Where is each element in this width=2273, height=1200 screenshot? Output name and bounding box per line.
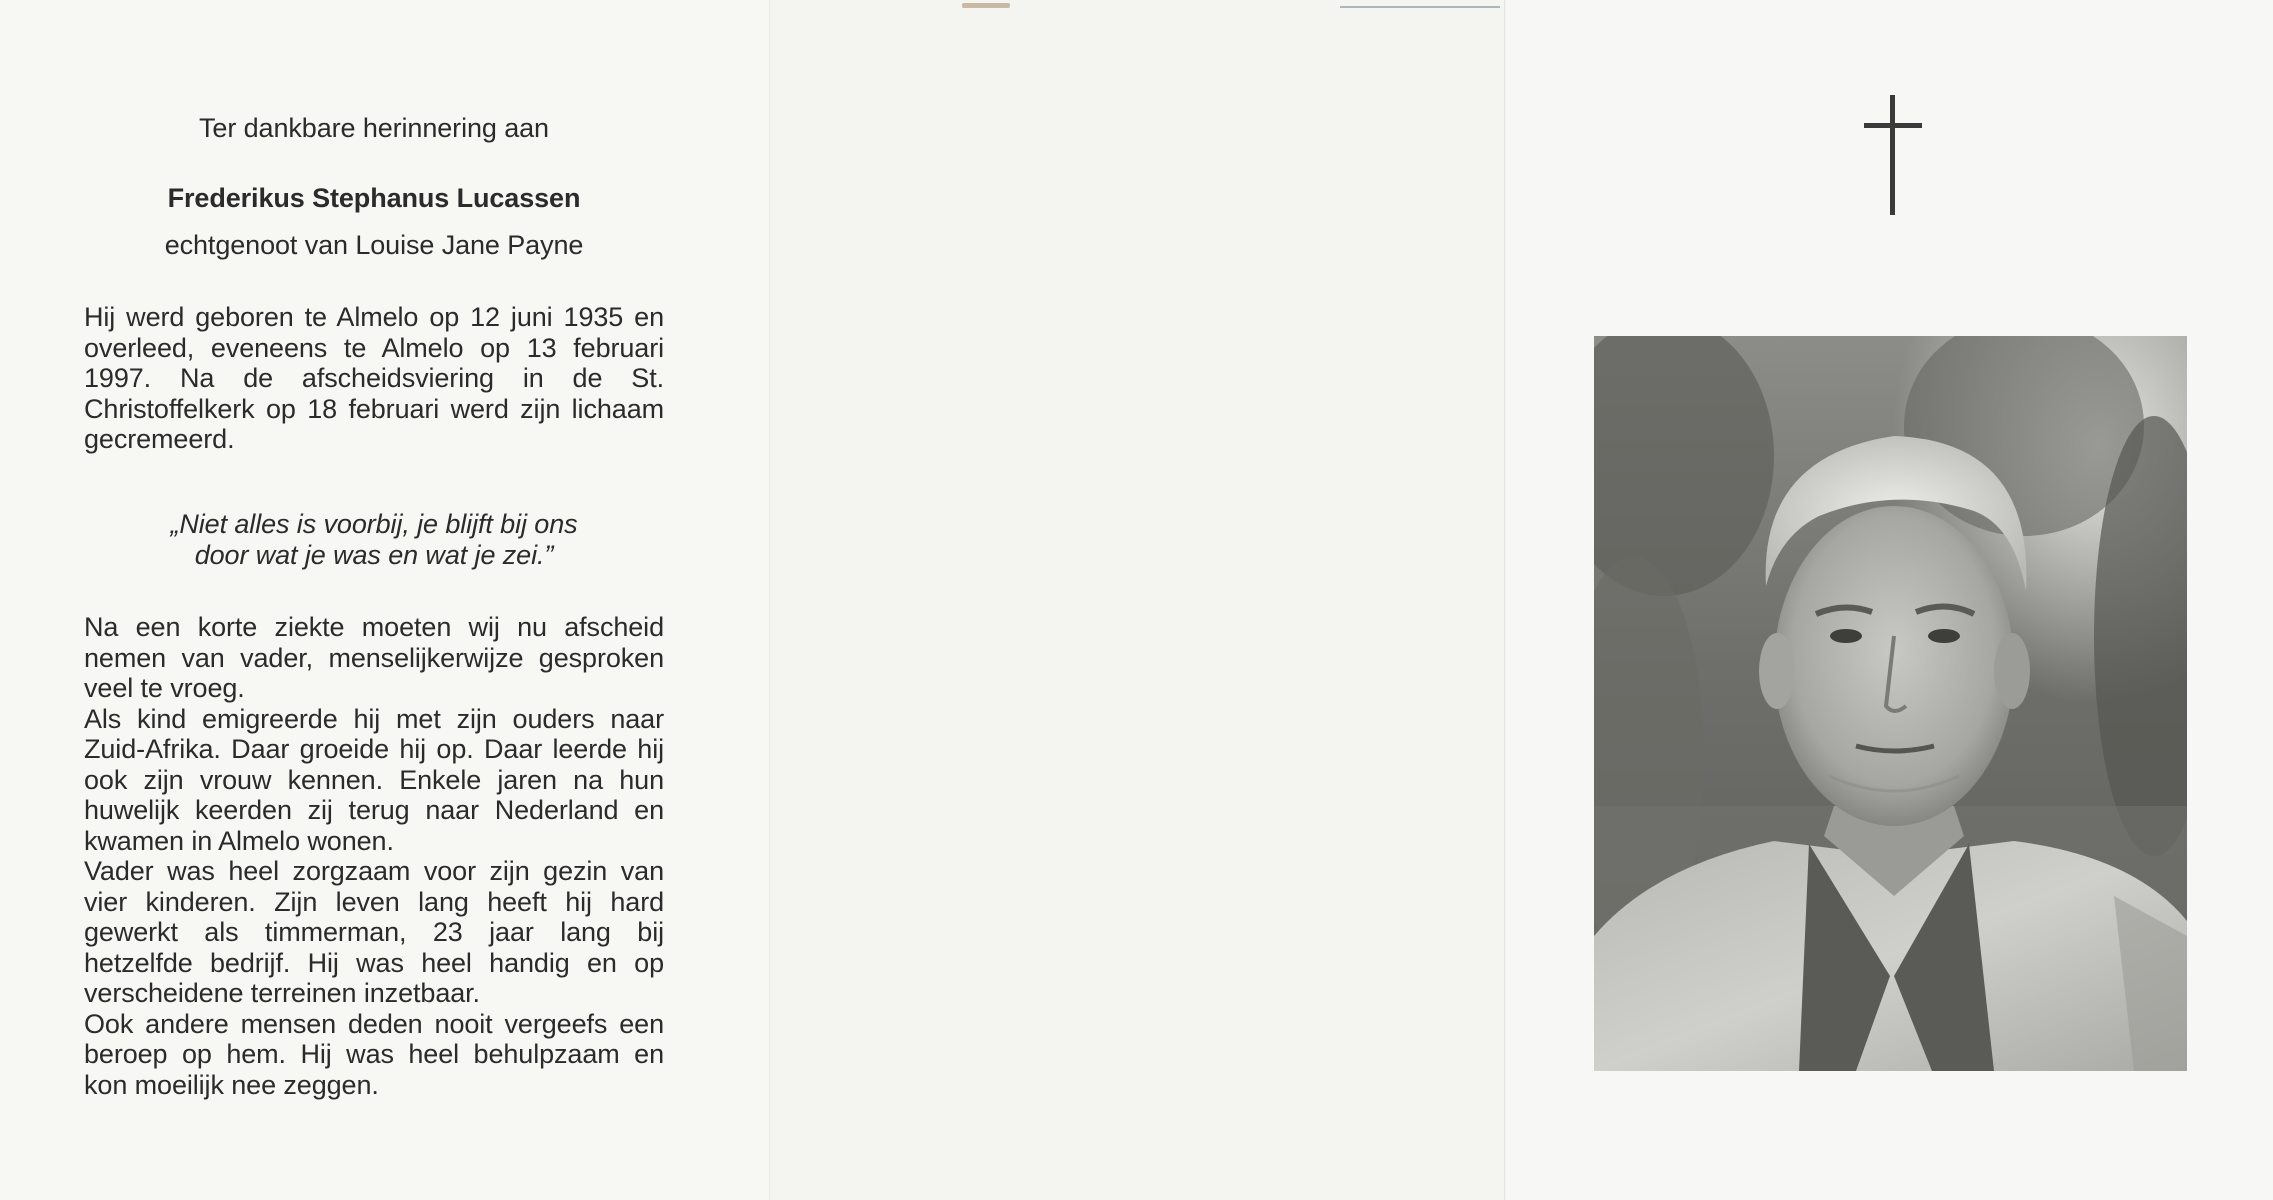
fold-line-left — [769, 0, 771, 1200]
cross-horizontal-bar — [1864, 123, 1922, 128]
memorial-quote — [84, 509, 664, 570]
story-left — [84, 612, 664, 1100]
fold-line-right — [1504, 0, 1506, 1200]
portrait-photo — [1594, 336, 2187, 1071]
story-paragraph-3: Vader was heel zorgzaam voor zijn gezin van vier kinderen. Zijn leven lang heeft hij hard gewerkt als timmerman, 23 jaar lang bij hetzelfde bedrijf. Hij was heel handig en op verscheidene terreinen inzetbaar. — [84, 856, 664, 1008]
birth-paragraph: Hij werd geboren te Almelo op 12 juni 1935 en overleed, eveneens te Almelo op 13 februari 1997. Na de afscheidsviering in de St. Christoffelkerk op 18 februari werd zijn lichaam gecremeerd. — [84, 302, 664, 454]
story-paragraph-1: Na een korte ziekte moeten wij nu afscheid nemen van vader, menselijkerwijze gesproken veel te vroeg. — [84, 612, 664, 703]
portrait-illustration — [1594, 336, 2187, 1071]
middle-panel — [770, 0, 1505, 1200]
story-paragraph-2: Als kind emigreerde hij met zijn ouders naar Zuid-Afrika. Daar groeide hij op. Daar leerde hij ook zijn vrouw kennen. Enkele jaren na hun huwelijk keerden zij terug naar Nederland en kwamen in Almelo wonen. — [84, 703, 664, 856]
story-paragraph-4: Ook andere mensen deden nooit vergeefs een beroep op hem. Hij was heel behulpzaam en kon moeilijk nee zeggen. — [84, 1008, 664, 1100]
paper-mark — [962, 3, 1010, 8]
deceased-name: Frederikus Stephanus Lucassen — [167, 183, 581, 213]
latin-cross-icon — [1864, 95, 1922, 215]
cross-vertical-bar — [1890, 95, 1895, 215]
quote-line-1: „Niet alles is voorbij, je blijft bij ons — [170, 509, 578, 539]
top-rule — [1340, 6, 1500, 8]
intro-line: Ter dankbare herinnering aan — [199, 113, 549, 143]
quote-line-2: door wat je was en wat je zei.” — [194, 539, 554, 570]
spouse-line: echtgenoot van Louise Jane Payne — [164, 230, 584, 260]
left-panel — [0, 0, 770, 1200]
